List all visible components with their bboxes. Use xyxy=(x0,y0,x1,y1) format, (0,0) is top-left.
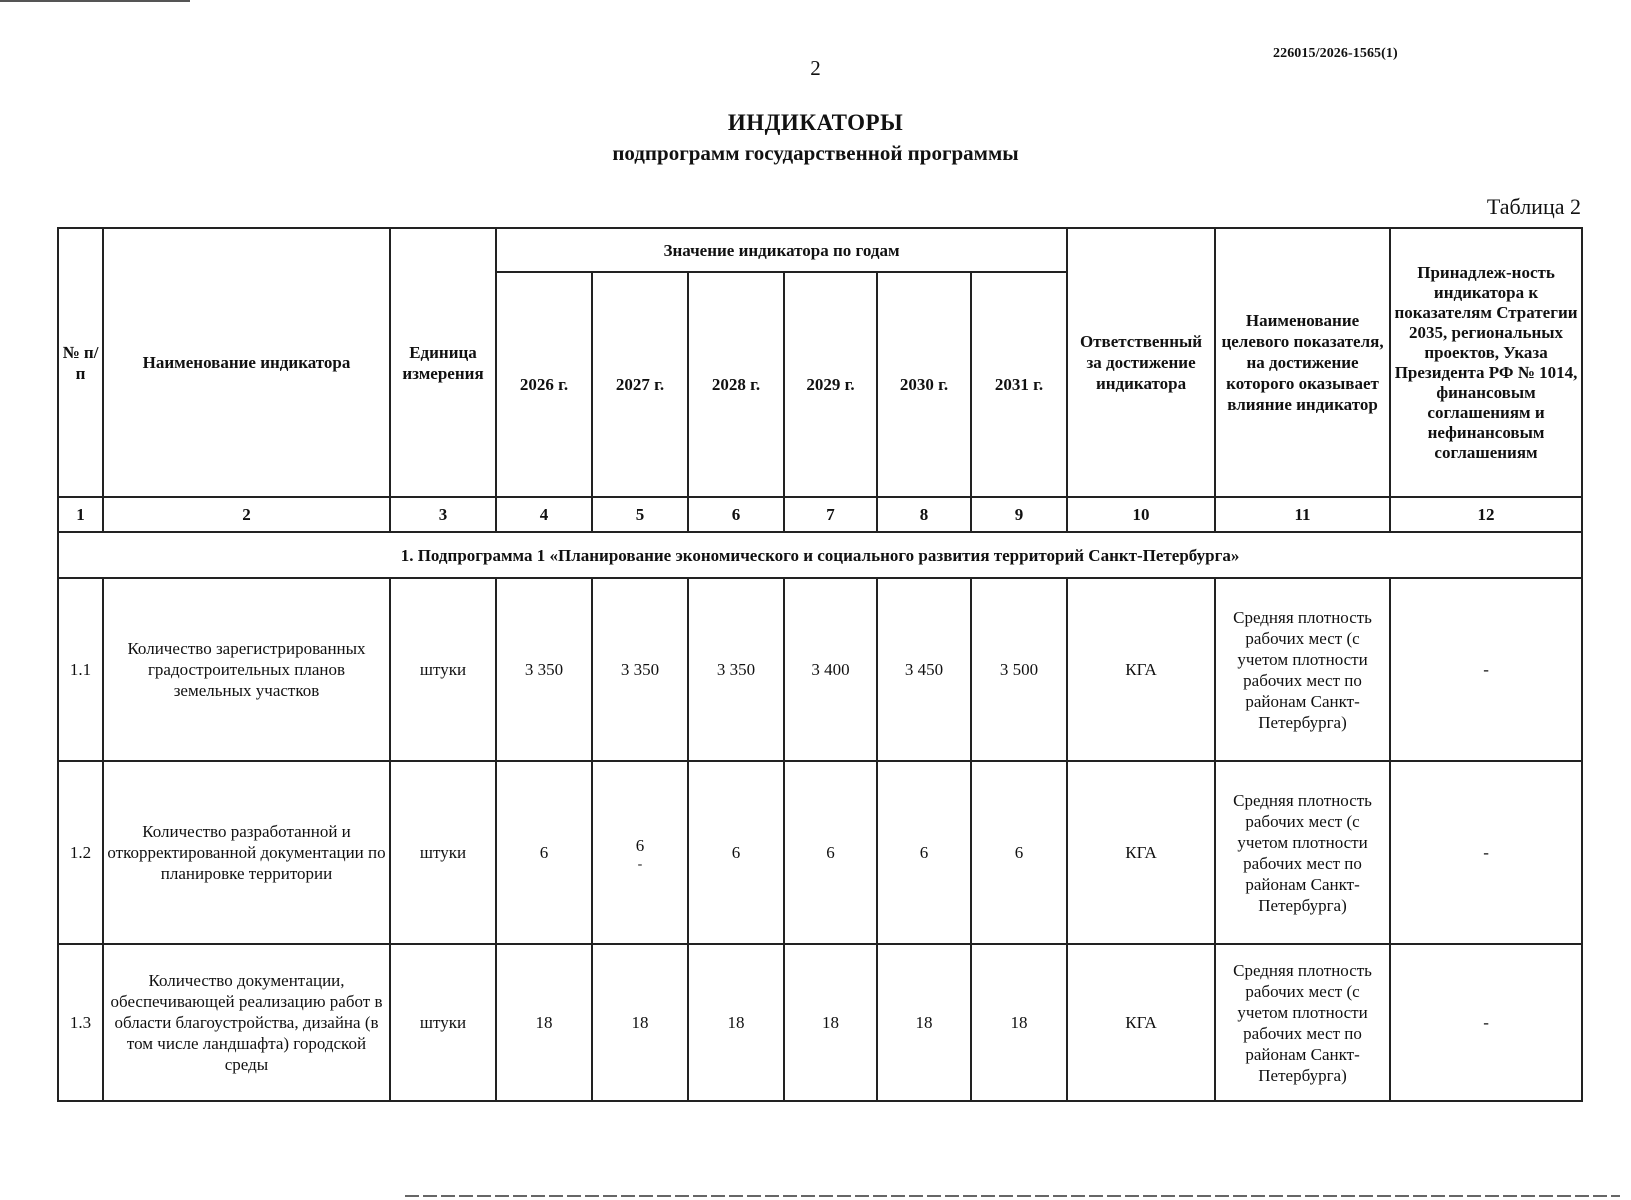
scan-edge-line xyxy=(0,0,190,2)
header-num: № п/п xyxy=(58,228,103,497)
table-row xyxy=(58,761,1582,944)
column-number: 11 xyxy=(1215,497,1390,532)
value-2029: 18 xyxy=(784,944,877,1101)
unit-cell: штуки xyxy=(390,944,496,1101)
target-cell: Средняя плотность рабочих мест (с учетом плотности рабочих мест по районам Санкт-Петербурга) xyxy=(1215,578,1390,761)
stray-mark: - xyxy=(637,857,643,872)
column-number: 7 xyxy=(784,497,877,532)
column-number: 4 xyxy=(496,497,592,532)
value-2031: 18 xyxy=(971,944,1067,1101)
indicator-name: Количество зарегистрированных градостроительных планов земельных участков xyxy=(103,578,390,761)
table-label: Таблица 2 xyxy=(1486,194,1581,219)
header-year-2027: 2027 г. xyxy=(592,272,688,497)
value-2027: 3 350 xyxy=(592,578,688,761)
section-title: 1. Подпрограмма 1 «Планирование экономического и социального развития территорий Санкт-Петербурга» xyxy=(58,532,1582,578)
column-number: 6 xyxy=(688,497,784,532)
column-number: 8 xyxy=(877,497,971,532)
value-2030: 6 xyxy=(877,761,971,944)
column-number: 3 xyxy=(390,497,496,532)
section-row xyxy=(58,532,1582,578)
page-subtitle: подпрограмм государственной программы xyxy=(612,141,1019,165)
value-2028: 6 xyxy=(688,761,784,944)
unit-cell: штуки xyxy=(390,761,496,944)
value-2026: 3 350 xyxy=(496,578,592,761)
responsible-cell: КГА xyxy=(1067,578,1215,761)
value-2029: 6 xyxy=(784,761,877,944)
responsible-cell: КГА xyxy=(1067,944,1215,1101)
column-number: 5 xyxy=(592,497,688,532)
page-number: 2 xyxy=(810,56,821,80)
indicator-name: Количество разработанной и откорректированной документации по планировке территории xyxy=(103,761,390,944)
belonging-cell: - xyxy=(1390,761,1582,944)
value-2028: 18 xyxy=(688,944,784,1101)
value-2027-cell xyxy=(592,761,688,944)
value-2030: 18 xyxy=(877,944,971,1101)
header-belonging: Принадлеж-ность индикатора к показателям Стратегии 2035, региональных проектов, Указа Президента РФ № 1014, финансовым соглашениям и нефинансовым соглашениям xyxy=(1390,228,1582,497)
header-years-group: Значение индикатора по годам xyxy=(496,228,1067,272)
table-row xyxy=(58,944,1582,1101)
header-responsible: Ответственный за достижение индикатора xyxy=(1067,228,1215,497)
value-2030: 3 450 xyxy=(877,578,971,761)
target-cell: Средняя плотность рабочих мест (с учетом плотности рабочих мест по районам Санкт-Петербурга) xyxy=(1215,944,1390,1101)
document-id: 226015/2026-1565(1) xyxy=(1273,46,1398,61)
row-number: 1.2 xyxy=(58,761,103,944)
row-number: 1.3 xyxy=(58,944,103,1101)
header-year-2030: 2030 г. xyxy=(877,272,971,497)
belonging-cell: - xyxy=(1390,578,1582,761)
page-title: ИНДИКАТОРЫ xyxy=(727,110,904,135)
value-2027: 6 xyxy=(635,836,645,855)
value-2026: 18 xyxy=(496,944,592,1101)
column-number: 2 xyxy=(103,497,390,532)
unit-cell: штуки xyxy=(390,578,496,761)
value-2031: 6 xyxy=(971,761,1067,944)
value-2028: 3 350 xyxy=(688,578,784,761)
header-year-2028: 2028 г. xyxy=(688,272,784,497)
indicators-table xyxy=(57,227,1583,1102)
header-year-2029: 2029 г. xyxy=(784,272,877,497)
target-cell: Средняя плотность рабочих мест (с учетом плотности рабочих мест по районам Санкт-Петербурга) xyxy=(1215,761,1390,944)
column-number: 12 xyxy=(1390,497,1582,532)
header-unit: Единица измерения xyxy=(390,228,496,497)
header-name: Наименование индикатора xyxy=(103,228,390,497)
header-year-2031: 2031 г. xyxy=(971,272,1067,497)
header-target: Наименование целевого показателя, на достижение которого оказывает влияние индикатор xyxy=(1215,228,1390,497)
value-2029: 3 400 xyxy=(784,578,877,761)
scan-edge-line-bottom xyxy=(405,1195,1620,1197)
row-number: 1.1 xyxy=(58,578,103,761)
responsible-cell: КГА xyxy=(1067,761,1215,944)
header-year-2026: 2026 г. xyxy=(496,272,592,497)
indicator-name: Количество документации, обеспечивающей реализацию работ в области благоустройства, дизайна (в том числе ландшафта) городской среды xyxy=(103,944,390,1101)
value-2027: 18 xyxy=(592,944,688,1101)
table-row xyxy=(58,578,1582,761)
column-number: 1 xyxy=(58,497,103,532)
column-number: 9 xyxy=(971,497,1067,532)
value-2026: 6 xyxy=(496,761,592,944)
belonging-cell: - xyxy=(1390,944,1582,1101)
column-number: 10 xyxy=(1067,497,1215,532)
value-2031: 3 500 xyxy=(971,578,1067,761)
column-numbers-row xyxy=(58,497,1582,532)
